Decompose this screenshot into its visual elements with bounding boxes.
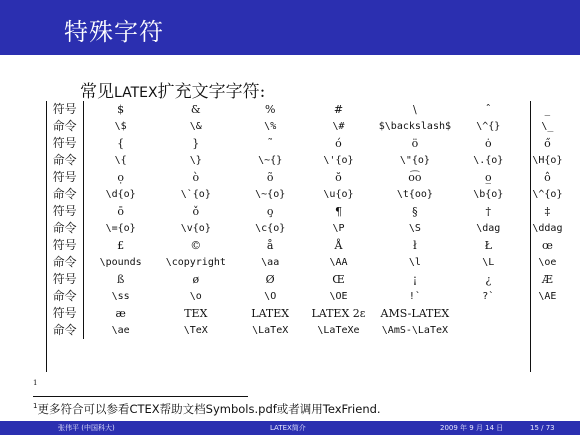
command-cell: \v{o} (180, 223, 211, 234)
symbol-cell: o̧ (266, 205, 274, 218)
command-row (46, 322, 577, 339)
row-label: 命令 (46, 322, 84, 339)
footer-page-number: 15 / 73 (530, 424, 555, 432)
command-cell: \% (264, 121, 277, 132)
command-row (46, 186, 577, 203)
subtitle-suffix: 扩充文字字符: (157, 82, 266, 102)
symbol-cell: £ (117, 239, 125, 252)
footer-author: 张伟平 (中国科大) (58, 424, 115, 432)
command-row (46, 152, 577, 169)
symbol-cell: ‡ (544, 205, 551, 218)
row-label: 符号 (46, 271, 84, 288)
command-cell: \oe (538, 257, 557, 268)
symbol-row (46, 169, 577, 186)
command-cell: \ddag (532, 223, 563, 234)
symbol-cell: { (117, 137, 125, 150)
symbol-cell: AMS-LATEX (380, 307, 450, 320)
command-cell: \} (189, 155, 202, 166)
symbol-cell: & (190, 103, 201, 116)
symbol-cell: ¡ (412, 273, 418, 286)
symbol-table (46, 101, 577, 373)
symbol-table-grid (46, 101, 577, 339)
row-label: 符号 (46, 237, 84, 254)
command-cell: \OE (329, 291, 348, 302)
command-cell: \={o} (105, 223, 136, 234)
symbol-row (46, 135, 577, 152)
command-cell: \AmS-\LaTeX (381, 325, 449, 336)
command-cell: \l (408, 257, 421, 268)
subtitle-prefix: 常见 (80, 82, 114, 102)
command-cell: \aa (261, 257, 280, 268)
command-cell: \^{} (476, 121, 501, 132)
footnote-rule (33, 396, 248, 397)
command-cell: \`{o} (180, 189, 211, 200)
command-cell: \^{o} (532, 189, 563, 200)
symbol-cell: LATEX 2ε (311, 307, 366, 320)
row-label: 命令 (46, 118, 84, 135)
symbol-cell: † (485, 205, 492, 218)
command-cell: \_ (541, 121, 554, 132)
row-label: 符号 (46, 169, 84, 186)
symbol-cell: Å (334, 239, 343, 252)
symbol-cell: o͡o (408, 171, 422, 184)
row-label: 符号 (46, 203, 84, 220)
command-cell (459, 322, 518, 339)
command-cell: \dag (476, 223, 501, 234)
symbol-cell: ö (411, 137, 419, 150)
command-row (46, 118, 577, 135)
symbol-cell (518, 305, 577, 322)
command-cell: \u{o} (323, 189, 354, 200)
symbol-row (46, 305, 577, 322)
title-bar (0, 0, 580, 55)
symbol-cell: ł (413, 239, 417, 252)
command-cell: \.{o} (473, 155, 504, 166)
symbol-row (46, 203, 577, 220)
symbol-cell: } (192, 137, 200, 150)
command-cell: !` (408, 291, 421, 302)
command-cell: \# (332, 121, 345, 132)
subtitle-latex-logo: LATEX (114, 85, 158, 101)
command-cell: \AA (329, 257, 348, 268)
symbol-cell (459, 305, 518, 322)
command-cell: \ss (111, 291, 130, 302)
command-cell: \O (264, 291, 277, 302)
row-label: 命令 (46, 152, 84, 169)
command-cell: \'{o} (323, 155, 354, 166)
symbol-row (46, 271, 577, 288)
slide-subtitle (80, 77, 265, 102)
symbol-cell: ¶ (334, 205, 342, 218)
symbol-cell: Ø (265, 273, 275, 286)
command-cell: \{ (114, 155, 127, 166)
command-cell: \ae (111, 325, 130, 336)
symbol-cell: ō (117, 205, 124, 218)
symbol-cell: å (266, 239, 274, 252)
command-cell: \LaTeXe (317, 325, 360, 336)
command-cell (518, 322, 577, 339)
command-cell: \L (482, 257, 495, 268)
symbol-cell: ọ (117, 171, 124, 184)
footnote (33, 401, 381, 417)
command-cell: \~{o} (255, 189, 286, 200)
command-cell: \pounds (99, 257, 142, 268)
row-label: 命令 (46, 254, 84, 271)
symbol-cell: õ (266, 171, 274, 184)
footnote-number: 1 (33, 402, 38, 411)
symbol-cell: $ (117, 103, 125, 116)
symbol-cell: ŏ (335, 171, 342, 184)
symbol-cell: TEX (184, 307, 208, 320)
command-cell: \copyright (165, 257, 226, 268)
symbol-cell: ò (192, 171, 200, 184)
command-cell: \P (332, 223, 345, 234)
symbol-cell: Œ (332, 273, 345, 286)
command-cell: \d{o} (105, 189, 136, 200)
symbol-row (46, 237, 577, 254)
row-label: 命令 (46, 288, 84, 305)
symbol-cell: Ł (484, 239, 492, 252)
symbol-cell: ȯ (484, 137, 492, 150)
symbol-cell: ø (192, 273, 200, 286)
symbol-cell: ß (116, 273, 125, 286)
command-row (46, 220, 577, 237)
slide-title: 特殊字符 (64, 18, 164, 46)
symbol-cell: ˜ (267, 137, 273, 150)
symbol-row (46, 101, 577, 118)
symbol-cell: ˆ (485, 103, 492, 116)
command-cell: \"{o} (399, 155, 430, 166)
command-cell: \TeX (183, 325, 208, 336)
command-cell: $\backslash$ (378, 121, 452, 132)
footer-date: 2009 年 9 月 14 日 (440, 424, 504, 432)
command-row (46, 254, 577, 271)
command-row (46, 288, 577, 305)
symbol-cell: % (264, 103, 276, 116)
footnote-text: 更多符合可以参看CTEX帮助文档Symbols.pdf或者调用TexFriend. (37, 402, 381, 416)
symbol-cell: \ (413, 103, 417, 116)
symbol-cell: _ (544, 103, 551, 116)
command-cell: \b{o} (473, 189, 504, 200)
command-cell: ?` (482, 291, 495, 302)
command-cell: \& (189, 121, 202, 132)
command-cell: \LaTeX (252, 325, 289, 336)
row-label: 符号 (46, 135, 84, 152)
symbol-cell: § (412, 205, 418, 218)
command-cell: \c{o} (255, 223, 286, 234)
row-label: 符号 (46, 305, 84, 322)
command-cell: \S (408, 223, 421, 234)
symbol-cell: o̲ (484, 171, 492, 184)
command-cell: \AE (538, 291, 557, 302)
command-cell: \o (189, 291, 202, 302)
symbol-cell: ő (544, 137, 551, 150)
symbol-cell: Æ (541, 273, 553, 286)
command-cell: \~{} (258, 155, 283, 166)
command-cell: \t{oo} (396, 189, 433, 200)
symbol-cell: ó (335, 137, 342, 150)
symbol-cell: LATEX (251, 307, 290, 320)
row-label: 命令 (46, 186, 84, 203)
symbol-cell: ¿ (485, 273, 492, 286)
footnote-mark: 1 (33, 379, 38, 387)
command-cell: \$ (114, 121, 127, 132)
footer-short-title: LATEX简介 (270, 424, 306, 432)
symbol-cell: œ (541, 239, 553, 252)
symbol-cell: © (190, 239, 202, 252)
row-label: 命令 (46, 220, 84, 237)
symbol-cell: æ (115, 307, 126, 320)
symbol-cell: ô (544, 171, 551, 184)
command-cell: \H{o} (532, 155, 563, 166)
footer-bar (0, 421, 580, 435)
symbol-cell: # (333, 103, 344, 116)
symbol-cell: ǒ (192, 205, 200, 218)
row-label: 符号 (46, 101, 84, 118)
